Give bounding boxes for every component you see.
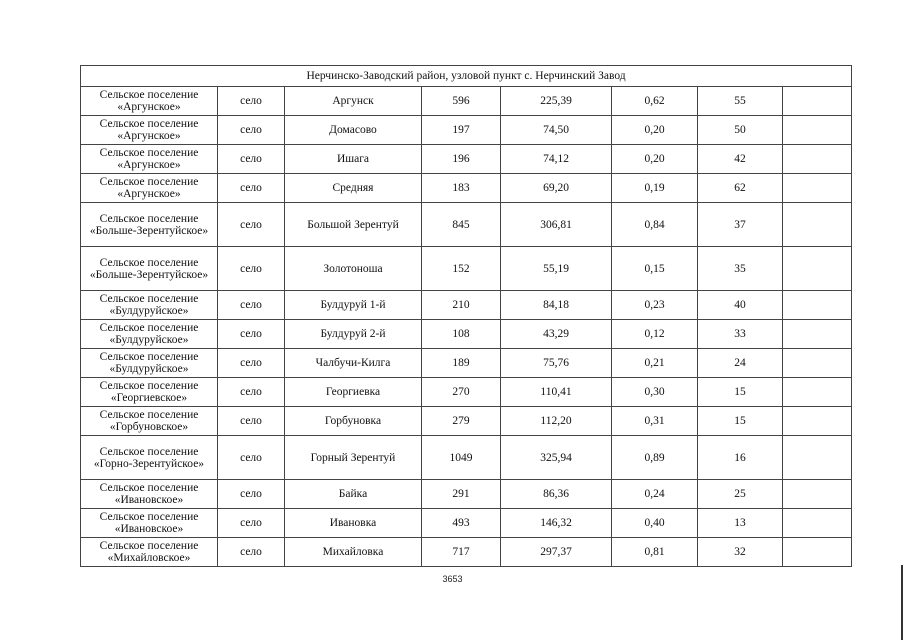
value-cell-5: [783, 436, 852, 480]
value-cell-1: 108: [422, 320, 501, 349]
value-cell-3: 0,84: [612, 203, 698, 247]
value-cell-5: [783, 407, 852, 436]
value-cell-1: 279: [422, 407, 501, 436]
value-cell-5: [783, 116, 852, 145]
scan-edge-mark: [901, 565, 903, 640]
locality-type-cell: село: [218, 407, 285, 436]
locality-name-cell: Домасово: [285, 116, 422, 145]
settlement-cell: Сельское поселение «Булдуруйское»: [81, 291, 218, 320]
value-cell-2: 325,94: [501, 436, 612, 480]
locality-name-cell: Михайловка: [285, 538, 422, 567]
value-cell-4: 40: [698, 291, 783, 320]
region-header-row: [81, 66, 852, 87]
locality-name-cell: Большой Зерентуй: [285, 203, 422, 247]
locality-name-cell: Горбуновка: [285, 407, 422, 436]
table-row: [81, 320, 852, 349]
locality-type-cell: село: [218, 247, 285, 291]
value-cell-3: 0,24: [612, 480, 698, 509]
value-cell-3: 0,15: [612, 247, 698, 291]
locality-name-cell: Булдуруй 1-й: [285, 291, 422, 320]
value-cell-2: 110,41: [501, 378, 612, 407]
locality-type-cell: село: [218, 87, 285, 116]
value-cell-4: 62: [698, 174, 783, 203]
settlement-cell: Сельское поселение «Аргунское»: [81, 116, 218, 145]
settlement-cell: Сельское поселение «Горно-Зерентуйское»: [81, 436, 218, 480]
value-cell-4: 33: [698, 320, 783, 349]
locality-type-cell: село: [218, 436, 285, 480]
locality-name-cell: Георгиевка: [285, 378, 422, 407]
settlement-cell: Сельское поселение «Георгиевское»: [81, 378, 218, 407]
value-cell-1: 596: [422, 87, 501, 116]
table-row: [81, 247, 852, 291]
value-cell-3: 0,30: [612, 378, 698, 407]
value-cell-5: [783, 174, 852, 203]
value-cell-4: 25: [698, 480, 783, 509]
value-cell-1: 183: [422, 174, 501, 203]
value-cell-1: 197: [422, 116, 501, 145]
locality-type-cell: село: [218, 509, 285, 538]
value-cell-1: 493: [422, 509, 501, 538]
settlement-cell: Сельское поселение «Ивановское»: [81, 509, 218, 538]
value-cell-5: [783, 378, 852, 407]
locality-type-cell: село: [218, 145, 285, 174]
value-cell-4: 24: [698, 349, 783, 378]
locality-type-cell: село: [218, 320, 285, 349]
table-row: [81, 407, 852, 436]
settlement-cell: Сельское поселение «Булдуруйское»: [81, 349, 218, 378]
settlement-cell: Сельское поселение «Аргунское»: [81, 174, 218, 203]
value-cell-4: 42: [698, 145, 783, 174]
value-cell-3: 0,12: [612, 320, 698, 349]
value-cell-2: 75,76: [501, 349, 612, 378]
locality-type-cell: село: [218, 174, 285, 203]
table-row: [81, 145, 852, 174]
value-cell-3: 0,31: [612, 407, 698, 436]
locality-name-cell: Байка: [285, 480, 422, 509]
locality-type-cell: село: [218, 378, 285, 407]
value-cell-3: 0,81: [612, 538, 698, 567]
settlement-cell: Сельское поселение «Больше-Зерентуйское»: [81, 247, 218, 291]
table-row: [81, 349, 852, 378]
settlement-cell: Сельское поселение «Ивановское»: [81, 480, 218, 509]
value-cell-5: [783, 509, 852, 538]
locality-name-cell: Аргунск: [285, 87, 422, 116]
value-cell-5: [783, 349, 852, 378]
region-header: Нерчинско-Заводский район, узловой пункт с. Нерчинский Завод: [81, 66, 852, 87]
value-cell-2: 69,20: [501, 174, 612, 203]
table-row: [81, 436, 852, 480]
value-cell-5: [783, 480, 852, 509]
value-cell-4: 15: [698, 407, 783, 436]
value-cell-3: 0,40: [612, 509, 698, 538]
locality-name-cell: Золотоноша: [285, 247, 422, 291]
table-row: [81, 378, 852, 407]
value-cell-1: 717: [422, 538, 501, 567]
value-cell-2: 112,20: [501, 407, 612, 436]
table-row: [81, 480, 852, 509]
locality-type-cell: село: [218, 116, 285, 145]
table-row: [81, 509, 852, 538]
value-cell-4: 55: [698, 87, 783, 116]
locality-name-cell: Чалбучи-Килга: [285, 349, 422, 378]
locality-name-cell: Ивановка: [285, 509, 422, 538]
locality-name-cell: Булдуруй 2-й: [285, 320, 422, 349]
value-cell-5: [783, 87, 852, 116]
value-cell-3: 0,20: [612, 116, 698, 145]
locality-type-cell: село: [218, 349, 285, 378]
value-cell-1: 291: [422, 480, 501, 509]
value-cell-5: [783, 320, 852, 349]
locality-name-cell: Горный Зерентуй: [285, 436, 422, 480]
value-cell-4: 15: [698, 378, 783, 407]
locality-type-cell: село: [218, 480, 285, 509]
table-row: [81, 87, 852, 116]
value-cell-3: 0,19: [612, 174, 698, 203]
value-cell-2: 43,29: [501, 320, 612, 349]
value-cell-1: 152: [422, 247, 501, 291]
value-cell-1: 1049: [422, 436, 501, 480]
value-cell-1: 189: [422, 349, 501, 378]
value-cell-2: 297,37: [501, 538, 612, 567]
table-row: [81, 116, 852, 145]
settlement-cell: Сельское поселение «Аргунское»: [81, 145, 218, 174]
value-cell-1: 845: [422, 203, 501, 247]
value-cell-4: 35: [698, 247, 783, 291]
value-cell-4: 50: [698, 116, 783, 145]
value-cell-2: 225,39: [501, 87, 612, 116]
locality-name-cell: Средняя: [285, 174, 422, 203]
value-cell-1: 270: [422, 378, 501, 407]
value-cell-2: 306,81: [501, 203, 612, 247]
locality-type-cell: село: [218, 538, 285, 567]
value-cell-3: 0,21: [612, 349, 698, 378]
value-cell-2: 146,32: [501, 509, 612, 538]
settlements-table: [80, 65, 852, 567]
value-cell-5: [783, 538, 852, 567]
value-cell-2: 74,12: [501, 145, 612, 174]
value-cell-2: 74,50: [501, 116, 612, 145]
value-cell-4: 16: [698, 436, 783, 480]
value-cell-4: 32: [698, 538, 783, 567]
value-cell-2: 86,36: [501, 480, 612, 509]
value-cell-5: [783, 203, 852, 247]
value-cell-5: [783, 145, 852, 174]
value-cell-2: 55,19: [501, 247, 612, 291]
table-row: [81, 538, 852, 567]
locality-type-cell: село: [218, 291, 285, 320]
table-row: [81, 203, 852, 247]
value-cell-3: 0,89: [612, 436, 698, 480]
page-number: 3653: [442, 574, 463, 584]
value-cell-5: [783, 247, 852, 291]
settlement-cell: Сельское поселение «Горбуновское»: [81, 407, 218, 436]
value-cell-4: 37: [698, 203, 783, 247]
value-cell-3: 0,23: [612, 291, 698, 320]
settlement-cell: Сельское поселение «Аргунское»: [81, 87, 218, 116]
table-row: [81, 291, 852, 320]
value-cell-3: 0,20: [612, 145, 698, 174]
value-cell-1: 210: [422, 291, 501, 320]
table-row: [81, 174, 852, 203]
value-cell-5: [783, 291, 852, 320]
settlement-cell: Сельское поселение «Булдуруйское»: [81, 320, 218, 349]
settlement-cell: Сельское поселение «Михайловское»: [81, 538, 218, 567]
value-cell-2: 84,18: [501, 291, 612, 320]
settlement-cell: Сельское поселение «Больше-Зерентуйское»: [81, 203, 218, 247]
value-cell-1: 196: [422, 145, 501, 174]
locality-type-cell: село: [218, 203, 285, 247]
value-cell-3: 0,62: [612, 87, 698, 116]
value-cell-4: 13: [698, 509, 783, 538]
locality-name-cell: Ишага: [285, 145, 422, 174]
